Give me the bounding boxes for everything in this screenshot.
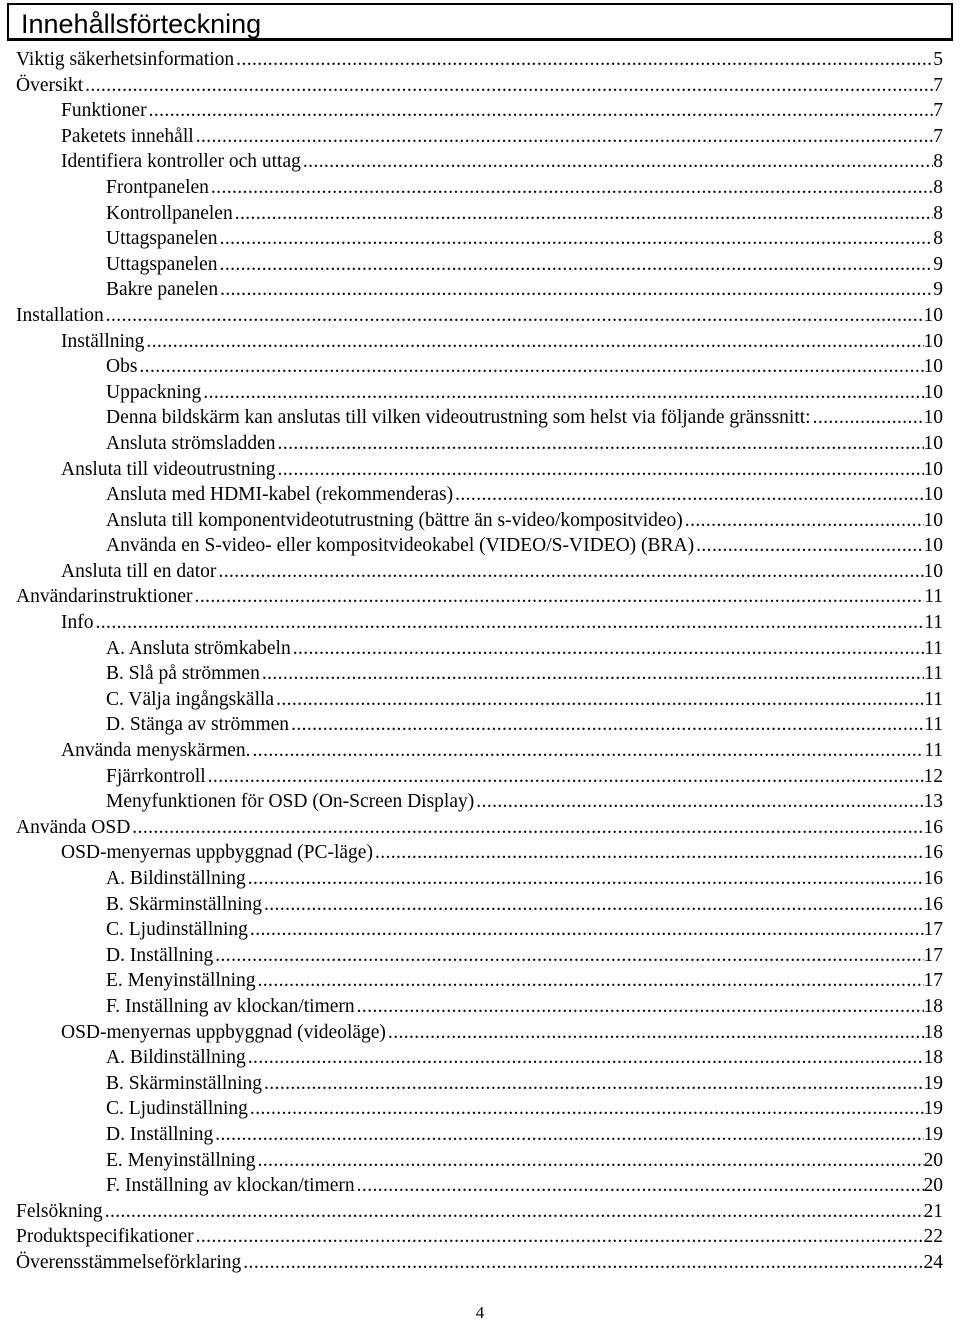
toc-entry[interactable]	[0, 764, 960, 790]
toc-entry-label: A. Bildinställning	[106, 868, 246, 889]
dot-leader	[291, 636, 925, 662]
toc-entry[interactable]	[0, 508, 960, 534]
dot-leader	[248, 917, 924, 943]
toc-entry-label: C. Ljudinställning	[106, 919, 248, 941]
toc-entry[interactable]	[0, 892, 960, 918]
toc-entry-label: Funktioner	[61, 100, 147, 122]
toc-entry-label: A. Ansluta strömkabeln	[106, 637, 291, 659]
toc-entry[interactable]	[0, 303, 960, 329]
toc-entry[interactable]	[0, 738, 960, 764]
toc-entry-label: OSD-menyernas uppbyggnad (PC-läge)	[61, 842, 373, 864]
toc-entry-page-number: 16	[923, 842, 943, 864]
toc-entry-label: Info	[61, 612, 94, 634]
dot-leader	[137, 354, 923, 380]
dot-leader	[104, 303, 924, 329]
toc-entry-label: Ansluta till en dator	[61, 560, 217, 582]
toc-entry-page-number: 13	[923, 791, 943, 813]
toc-entry-label: Överensstämmelseförklaring	[16, 1251, 242, 1273]
table-of-contents	[0, 47, 960, 1276]
toc-entry[interactable]	[0, 277, 960, 303]
dot-leader	[234, 47, 933, 73]
toc-entry-label: Paketets innehåll	[61, 125, 194, 147]
toc-entry-label: Översikt	[16, 74, 84, 96]
toc-entry-label: D. Stänga av strömmen	[106, 714, 290, 736]
toc-entry-label: D. Inställning	[106, 1123, 214, 1145]
toc-entry[interactable]	[0, 1199, 960, 1225]
toc-entry-label: C. Ljudinställning	[106, 1098, 248, 1120]
dot-leader	[103, 1199, 924, 1225]
toc-entry-label: Produktspecifikationer	[16, 1226, 194, 1248]
toc-entry[interactable]	[0, 610, 960, 636]
toc-entry-label: Ansluta strömsladden	[106, 432, 276, 454]
toc-entry[interactable]	[0, 789, 960, 815]
toc-entry-page-number: 10	[923, 381, 943, 403]
toc-entry[interactable]	[0, 1148, 960, 1174]
dot-leader	[274, 687, 924, 713]
dot-leader	[811, 405, 924, 431]
dot-leader	[213, 943, 923, 969]
dot-leader	[256, 1148, 924, 1174]
toc-entry-label: Använda en S-video- eller kompositvideokabel (VIDEO/S-VIDEO) (BRA)	[106, 535, 695, 557]
toc-entry-label: E. Menyinställning	[106, 1149, 256, 1171]
toc-entry-label: Obs	[106, 356, 138, 378]
toc-entry-page-number: 18	[923, 995, 943, 1017]
toc-entry-page-number: 9	[933, 253, 943, 275]
toc-entry-page-number: 7	[933, 100, 943, 122]
toc-entry-page-number: 10	[923, 407, 943, 429]
dot-leader	[289, 712, 924, 738]
toc-entry[interactable]	[0, 1224, 960, 1250]
dot-leader	[201, 380, 923, 406]
toc-entry[interactable]	[0, 1096, 960, 1122]
dot-leader	[276, 431, 924, 457]
toc-entry-page-number: 11	[924, 586, 943, 608]
dot-leader	[355, 994, 924, 1020]
dot-leader	[453, 482, 923, 508]
toc-entry[interactable]	[0, 1020, 960, 1046]
dot-leader	[94, 610, 925, 636]
toc-entry-page-number: 19	[923, 1072, 943, 1094]
toc-entry[interactable]	[0, 431, 960, 457]
toc-entry-label: B. Skärminställning	[106, 893, 262, 915]
toc-entry-page-number: 10	[923, 330, 943, 352]
dot-leader	[355, 1173, 924, 1199]
toc-entry-label: C. Välja ingångskälla	[106, 688, 275, 710]
dot-leader	[262, 892, 924, 918]
dot-leader	[276, 457, 924, 483]
toc-entry-page-number: 20	[923, 1175, 943, 1197]
page-title: Innehållsförteckning	[21, 9, 262, 39]
toc-entry-page-number: 5	[933, 49, 943, 70]
toc-entry-label: OSD-menyernas uppbyggnad (videoläge)	[61, 1021, 386, 1043]
dot-leader	[233, 201, 934, 227]
toc-entry[interactable]	[0, 661, 960, 687]
toc-entry-page-number: 8	[933, 202, 943, 224]
toc-entry-page-number: 19	[923, 1098, 943, 1120]
toc-entry-page-number: 10	[923, 356, 943, 378]
toc-entry[interactable]	[0, 687, 960, 713]
toc-entry-page-number: 9	[933, 279, 943, 301]
toc-entry-label: B. Slå på strömmen	[106, 663, 260, 685]
toc-entry-page-number: 7	[933, 74, 943, 96]
toc-entry[interactable]	[0, 636, 960, 662]
toc-entry[interactable]	[0, 584, 960, 610]
dot-leader	[130, 815, 923, 841]
dot-leader	[144, 329, 923, 355]
dot-leader	[218, 277, 933, 303]
dot-leader	[683, 508, 924, 534]
toc-entry[interactable]	[0, 252, 960, 278]
toc-title-box	[7, 3, 953, 41]
dot-leader	[301, 149, 933, 175]
dot-leader	[474, 789, 923, 815]
toc-entry[interactable]	[0, 1173, 960, 1199]
dot-leader	[206, 764, 924, 790]
toc-entry-page-number: 16	[923, 893, 943, 915]
toc-entry-label: B. Skärminställning	[106, 1072, 262, 1094]
toc-entry[interactable]	[0, 559, 960, 585]
toc-entry-page-number: 10	[923, 484, 943, 506]
toc-entry-label: Inställning	[61, 330, 145, 352]
page-number: 4	[475, 1303, 485, 1322]
toc-entry-page-number: 11	[924, 714, 943, 736]
toc-entry-label: Kontrollpanelen	[106, 202, 233, 224]
toc-entry-label: Ansluta till komponentvideotutrustning (bättre än s-video/kompositvideo)	[106, 509, 683, 531]
toc-entry-page-number: 21	[923, 1200, 943, 1222]
toc-entry-label: A. Bildinställning	[106, 1047, 246, 1069]
toc-entry-page-number: 12	[923, 765, 943, 787]
toc-entry-page-number: 10	[923, 535, 943, 557]
dot-leader	[147, 98, 934, 124]
toc-entry-page-number: 22	[923, 1226, 943, 1248]
toc-entry-label: Felsökning	[16, 1200, 103, 1222]
toc-entry-label: Använda OSD	[16, 816, 131, 838]
dot-leader	[386, 1020, 924, 1046]
toc-entry[interactable]	[0, 917, 960, 943]
toc-entry-label: E. Menyinställning	[106, 970, 256, 992]
toc-entry-label: Viktig säkerhetsinformation	[16, 49, 235, 70]
toc-entry-page-number: 10	[923, 458, 943, 480]
toc-entry-page-number: 10	[923, 432, 943, 454]
dot-leader	[262, 1071, 924, 1097]
toc-entry[interactable]	[0, 457, 960, 483]
toc-entry[interactable]	[0, 124, 960, 150]
dot-leader	[373, 840, 924, 866]
dot-leader	[251, 738, 925, 764]
toc-entry-page-number: 8	[933, 151, 943, 173]
toc-entry-label: F. Inställning av klockan/timern	[106, 995, 355, 1017]
toc-entry-page-number: 8	[933, 176, 943, 198]
toc-entry-page-number: 10	[923, 560, 943, 582]
toc-entry[interactable]	[0, 1122, 960, 1148]
toc-entry-label: Denna bildskärm kan anslutas till vilken videoutrustning som helst via följande gränssnitt:	[106, 407, 811, 429]
toc-entry-page-number: 18	[923, 1021, 943, 1043]
toc-entry-page-number: 11	[924, 637, 943, 659]
toc-entry-label: Installation	[16, 304, 104, 326]
toc-entry-label: Bakre panelen	[106, 279, 219, 301]
toc-entry[interactable]	[0, 1045, 960, 1071]
toc-entry[interactable]	[0, 994, 960, 1020]
toc-entry[interactable]	[0, 380, 960, 406]
toc-entry[interactable]	[0, 329, 960, 355]
toc-entry[interactable]	[0, 354, 960, 380]
toc-entry-label: D. Inställning	[106, 944, 214, 966]
toc-entry-label: Ansluta till videoutrustning	[61, 458, 276, 480]
toc-entry-label: Ansluta med HDMI-kabel (rekommenderas)	[106, 484, 454, 506]
toc-entry[interactable]	[0, 968, 960, 994]
toc-entry[interactable]	[0, 47, 960, 73]
toc-entry[interactable]	[0, 840, 960, 866]
dot-leader	[218, 252, 934, 278]
toc-entry-label: F. Inställning av klockan/timern	[106, 1175, 355, 1197]
toc-entry[interactable]	[0, 175, 960, 201]
toc-entry-label: Uppackning	[106, 381, 202, 403]
toc-entry-page-number: 11	[924, 663, 943, 685]
toc-entry[interactable]	[0, 405, 960, 431]
toc-entry-page-number: 10	[923, 304, 943, 326]
dot-leader	[248, 1096, 924, 1122]
toc-entry-page-number: 8	[933, 228, 943, 250]
dot-leader	[218, 226, 934, 252]
dot-leader	[256, 968, 924, 994]
toc-entry[interactable]	[0, 482, 960, 508]
toc-entry-page-number: 11	[924, 688, 943, 710]
dot-leader	[213, 1122, 923, 1148]
toc-entry-page-number: 17	[923, 919, 943, 941]
toc-entry-label: Användarinstruktioner	[16, 586, 193, 608]
toc-entry-page-number: 16	[923, 868, 943, 889]
toc-entry[interactable]	[0, 533, 960, 559]
dot-leader	[194, 124, 934, 150]
toc-entry-label: Identifiera kontroller och uttag	[61, 151, 301, 173]
toc-entry-page-number: 10	[923, 509, 943, 531]
toc-entry-page-number: 17	[923, 970, 943, 992]
dot-leader	[193, 584, 925, 610]
toc-entry-page-number: 11	[924, 612, 943, 634]
dot-leader	[260, 661, 924, 687]
dot-leader	[194, 1224, 924, 1250]
toc-entry-page-number: 19	[923, 1123, 943, 1145]
toc-entry-page-number: 18	[923, 1047, 943, 1069]
dot-leader	[216, 559, 923, 585]
toc-entry-label: Uttagspanelen	[106, 253, 218, 275]
toc-entry-label: Uttagspanelen	[106, 228, 218, 250]
toc-entry-page-number: 11	[924, 740, 943, 762]
dot-leader	[241, 1250, 923, 1276]
toc-entry[interactable]	[0, 1071, 960, 1097]
toc-entry[interactable]	[0, 815, 960, 841]
toc-entry-page-number: 20	[923, 1149, 943, 1171]
toc-entry-page-number: 7	[933, 125, 943, 147]
dot-leader	[246, 866, 924, 892]
toc-entry[interactable]	[0, 149, 960, 175]
toc-entry-label: Använda menyskärmen.	[61, 740, 251, 762]
toc-entry[interactable]	[0, 712, 960, 738]
toc-entry[interactable]	[0, 201, 960, 227]
dot-leader	[246, 1045, 924, 1071]
toc-entry[interactable]	[0, 226, 960, 252]
toc-entry[interactable]	[0, 1250, 960, 1276]
toc-entry-page-number: 24	[923, 1251, 943, 1273]
toc-entry[interactable]	[0, 866, 960, 892]
dot-leader	[694, 533, 923, 559]
toc-entry-label: Frontpanelen	[106, 176, 209, 198]
toc-entry[interactable]	[0, 98, 960, 124]
toc-entry-page-number: 17	[923, 944, 943, 966]
toc-entry[interactable]	[0, 73, 960, 99]
toc-entry-page-number: 16	[923, 816, 943, 838]
dot-leader	[83, 73, 933, 99]
toc-entry[interactable]	[0, 943, 960, 969]
toc-entry-label: Fjärrkontroll	[106, 765, 206, 787]
toc-entry-label: Menyfunktionen för OSD (On-Screen Display)	[106, 791, 475, 813]
dot-leader	[209, 175, 933, 201]
